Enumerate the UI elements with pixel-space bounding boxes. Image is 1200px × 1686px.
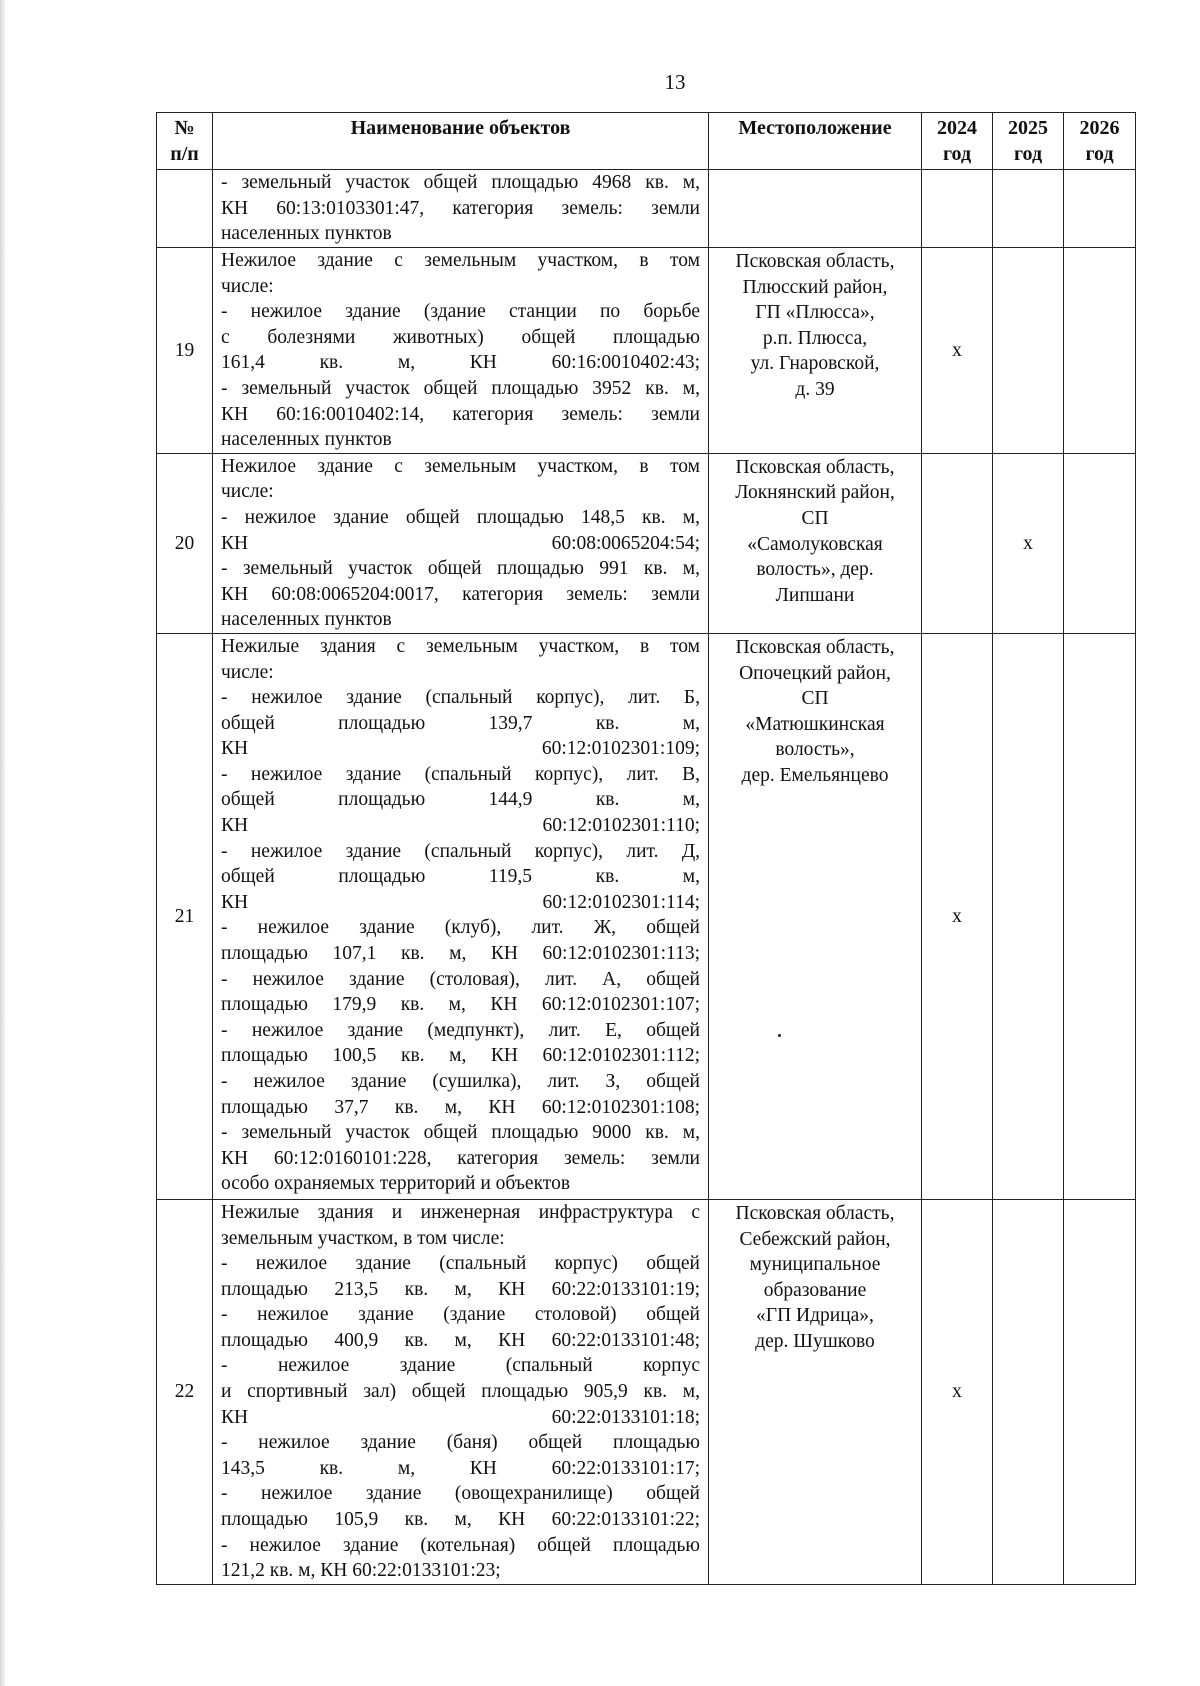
object-name-line: - нежилое здание (сушилка), лит. З, общей [221,1071,700,1092]
object-name-line: - нежилое здание (спальный корпус), лит. Д, [221,840,700,862]
object-name-line: населенных пунктов [221,429,392,451]
object-name-line: Нежилое здание с земельным участком, в том [221,455,700,477]
object-name-line: площадью 100,5 кв. м, КН 60:12:0102301:112; [221,1045,700,1067]
object-name-line: КН 60:12:0102301:109; [221,738,700,760]
year-mark-2024: х [922,633,993,1199]
year-mark-2026 [1064,170,1136,248]
location-line: Плюсский район, [742,276,888,298]
object-name-line: - нежилое здание (котельная) общей площадью [221,1534,700,1556]
header-num: № п/п [157,113,213,170]
header-2025: 2025 год [993,113,1064,170]
object-location [709,248,922,454]
year-mark-2026 [1064,453,1136,633]
year-mark-2026 [1064,248,1136,454]
object-name-line: - нежилое здание (клуб), лит. Ж, общей [221,917,700,939]
object-name-line: общей площадью 144,9 кв. м, [221,789,700,811]
object-name-line: числе: [221,275,274,297]
row-number [157,170,213,248]
object-name-line: КН 60:08:0065204:0017, категория земель: земли [221,583,700,605]
object-name-line: Нежилые здания и инженерная инфраструктура с [221,1201,700,1223]
object-location [709,633,922,1199]
object-name-line: площадью 179,9 кв. м, КН 60:12:0102301:107; [221,994,700,1016]
object-name-line: - нежилое здание (здание столовой) общей [221,1304,700,1326]
location-line: Липшани [775,584,855,606]
location-line: Псковская область, [735,1202,895,1224]
object-name-line: площадью 37,7 кв. м, КН 60:12:0102301:108; [221,1096,700,1118]
year-mark-2025 [993,248,1064,454]
location-line: дер. Шушково [755,1330,875,1352]
object-location [709,453,922,633]
location-line: Псковская область, [735,251,895,272]
object-name-line: 143,5 кв. м, КН 60:22:0133101:17; [221,1457,700,1479]
location-line: «Самолуковская [747,533,883,555]
object-name-line: КН 60:08:0065204:54; [221,532,700,554]
object-name-line: населенных пунктов [221,223,392,245]
object-name-line: общей площадью 139,7 кв. м, [221,712,700,734]
location-line: волость», дер. [756,559,874,581]
object-name-line: КН 60:12:0102301:110; [221,815,700,837]
object-name [213,248,709,454]
location-line: р.п. Плюсса, [762,327,868,349]
stray-dot [778,1034,781,1037]
location-line: ГП «Плюсса», [755,302,875,324]
year-mark-2026 [1064,1199,1136,1584]
page-number: 13 [664,70,686,94]
object-name-line: - нежилое здание (овощехранилище) общей [221,1483,700,1505]
object-name-line: - нежилое здание (медпункт), лит. Е, общей [221,1019,700,1041]
row-number: 21 [157,633,213,1199]
location-line: Псковская область, [735,456,895,478]
object-name-line: - нежилое здание (спальный корпус [221,1355,700,1377]
location-line: дер. Емельянцево [741,764,889,786]
object-name-line: - земельный участок общей площадью 3952 кв. м, [221,377,700,399]
object-location [709,1199,922,1584]
row-number: 19 [157,248,213,454]
object-name-line: - земельный участок общей площадью 9000 кв. м, [221,1122,700,1144]
object-name-line: - нежилое здание (спальный корпус) общей [221,1253,700,1275]
object-location [709,170,922,248]
header-2026: 2026 год [1064,113,1136,170]
object-name-line: КН 60:12:0102301:114; [221,891,700,913]
year-mark-2026 [1064,633,1136,1199]
object-name-line: 161,4 кв. м, КН 60:16:0010402:43; [221,352,700,374]
year-mark-2024: х [922,1199,993,1584]
object-name-line: с болезнями животных) общей площадью [221,326,700,348]
object-name-line: общей площадью 119,5 кв. м, [221,866,700,888]
object-name-line: земельным участком, в том числе: [221,1227,505,1249]
year-mark-2025 [993,1199,1064,1584]
table-row [157,453,1136,633]
object-name-line: - нежилое здание (баня) общей площадью [221,1432,700,1454]
object-name-line: КН 60:16:0010402:14, категория земель: земли [221,403,700,425]
year-mark-2025 [993,170,1064,248]
object-name-line: площадью 213,5 кв. м, КН 60:22:0133101:19; [221,1278,700,1300]
object-name [213,170,709,248]
location-line: ул. Гнаровской, [750,353,880,375]
object-name-line: КН 60:13:0103301:47, категория земель: земли [221,197,700,219]
location-line: Опочецкий район, [739,662,891,684]
object-name-line: населенных пунктов [221,609,392,631]
object-name-line: Нежилое здание с земельным участком, в том [221,250,700,271]
object-name-line: - нежилое здание (спальный корпус), лит. В, [221,763,700,785]
object-name-line: площадью 105,9 кв. м, КН 60:22:0133101:22; [221,1509,700,1531]
location-line: образование [763,1279,867,1301]
location-line: муниципальное [749,1254,881,1276]
table-header-row [157,113,1136,170]
object-name [213,453,709,633]
object-name-line: числе: [221,661,274,683]
object-name-line: площадью 107,1 кв. м, КН 60:12:0102301:113; [221,943,700,965]
table-row [157,633,1136,1199]
location-line: д. 39 [795,378,835,400]
year-mark-2024: х [922,248,993,454]
object-name-line: - земельный участок общей площадью 991 кв. м, [221,558,700,580]
object-name-line: особо охраняемых территорий и объектов [221,1173,571,1195]
object-name-line: Нежилые здания с земельным участком, в том [221,635,700,657]
location-line: «ГП Идрица», [756,1305,874,1327]
year-mark-2024 [922,453,993,633]
year-mark-2024 [922,170,993,248]
object-name-line: - земельный участок общей площадью 4968 кв. м, [221,172,700,193]
row-number: 20 [157,453,213,633]
object-name-line: числе: [221,481,274,503]
location-line: «Матюшкинская [745,713,885,735]
year-mark-2025 [993,633,1064,1199]
location-line: СП [801,507,829,529]
table-row [157,248,1136,454]
object-name-line: - нежилое здание общей площадью 148,5 кв. м, [221,506,700,528]
object-name-line: и спортивный зал) общей площадью 905,9 кв. м, [221,1381,700,1403]
table-row [157,1199,1136,1584]
object-name-line: - нежилое здание (здание станции по борьбе [221,301,700,323]
scan-edge [0,0,5,1686]
object-name [213,633,709,1199]
object-name-line: - нежилое здание (спальный корпус), лит. Б, [221,687,700,709]
object-name-line: - нежилое здание (столовая), лит. А, общей [221,968,700,990]
object-name [213,1199,709,1584]
location-line: СП [801,688,829,710]
location-line: Локнянский район, [735,482,895,504]
location-line: Себежский район, [739,1228,891,1250]
object-name-line: КН 60:22:0133101:18; [221,1406,700,1428]
object-name-line: КН 60:12:0160101:228, категория земель: земли [221,1147,700,1169]
header-name: Наименование объектов [213,113,709,170]
row-number: 22 [157,1199,213,1584]
object-name-line: 121,2 кв. м, КН 60:22:0133101:23; [221,1560,501,1582]
header-location: Местоположение [709,113,922,170]
location-line: волость», [775,739,855,761]
object-name-line: площадью 400,9 кв. м, КН 60:22:0133101:48; [221,1329,700,1351]
year-mark-2025: х [993,453,1064,633]
objects-table [156,112,1136,1585]
header-2024: 2024 год [922,113,993,170]
table-row [157,170,1136,248]
location-line: Псковская область, [735,636,895,658]
